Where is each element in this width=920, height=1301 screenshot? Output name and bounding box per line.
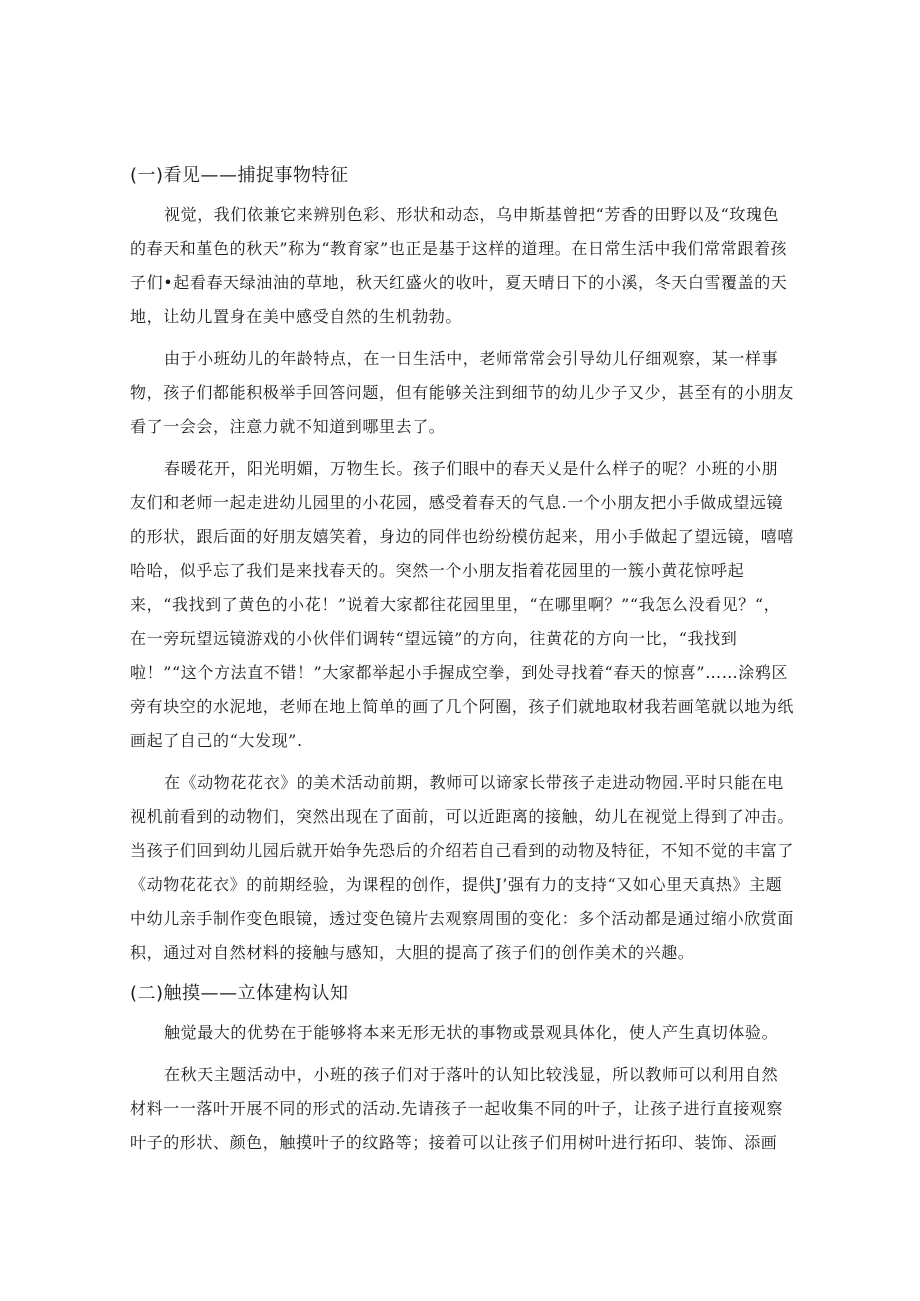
paragraph: 在《动物花花衣》的美术活动前期，教师可以谛家长带孩子走进动物园.平时只能在电视机前看到的动物们，突然出现在了面前，可以近距离的接触，幼儿在视觉上得到了冲击。当孩子们回到幼儿园后就开始争先恐后的介绍若自己看到的动物及特征，不知不觉的丰富了《动物花花衣》的前期经验，为课程的创作，提供J’强有力的支持“又如心里天真热》主题中幼儿亲手制作变色眼镜，透过变色镜片去观察周围的变化：多个活动都是通过缩小欣赏面积，通过对自然材料的接触与感知，大胆的提高了孩子们的创作美术的兴趣。 [130, 773, 795, 962]
paragraph: 在秋天主题活动中，小班的孩子们对于落叶的认知比较浅显，所以教师可以利用自然材料一一落叶开展不同的形式的活动.先请孩子一起收集不同的叶子，让孩子进行直接观察叶子的形状、颜色，触摸叶子的纹路等；接着可以让孩子们用树叶进行拓印、装饰、添画 [130, 1065, 784, 1152]
paragraph: 触觉最大的优势在于能够将本来无形无状的事物或景观具体化，使人产生真切体验。 [164, 1023, 779, 1042]
paragraph: 由于小班幼儿的年龄特点，在一日生活中，老师常常会引导幼儿仔细观察，某一样事物，孩子们都能积极举手回答问题，但有能够关注到细节的幼儿少子又少，甚至有的小朋友看了一会会，注意力就不知道到哪里去了。 [130, 349, 795, 436]
document-body [130, 160, 794, 1168]
paragraph: 春暖花开，阳光明媚，万物生长。孩子们眼中的春天乂是什么样子的呢？小班的小朋友们和老师一起走进幼儿园里的小花园，感受着春天的气息.一个小朋友把小手做成望远镜的形状，跟后面的好朋友嬉笑着，身边的同伴也纷纷模仿起来，用小手做起了望远镜，嘻嘻哈哈，似乎忘了我们是来找春天的。突然一个小朋友指着花园里的一簇小黄花惊呼起来，“我找到了黄色的小花！”说着大家都往花园里里，“在哪里啊？”“我怎么没看见？“，在一旁玩望远镜游戏的小伙伴们调转“望远镜”的方向，往黄花的方向一比，“我找到啦！”“这个方法直不错！”大家都举起小手握成空拳，到处寻找着“春天的惊喜”……涂鸦区旁有块空的水泥地，老师在地上简单的画了几个阿圈，孩子们就地取材我若画笔就以地为纸画起了自己的“大发现”. [130, 459, 795, 750]
paragraph: 视觉，我们依兼它来辨别色彩、形状和动态，乌申斯基曾把“芳香的田野以及“玫瑰色的春天和堇色的秋天”称为“教育家”也正是基于这样的道理。在日常生活中我们常常跟着孩子们•起看春天绿油油的草地，秋天红盛火的收叶，夏天晴日下的小溪，冬天白雪覆盖的天地，让幼儿置身在美中感受自然的生机勃勃。 [130, 205, 788, 326]
section-heading-seeing: (一)看见——捕捉事物特征 [130, 165, 349, 186]
section-heading-touching: (二)触摸——立体建构认知 [130, 983, 349, 1004]
